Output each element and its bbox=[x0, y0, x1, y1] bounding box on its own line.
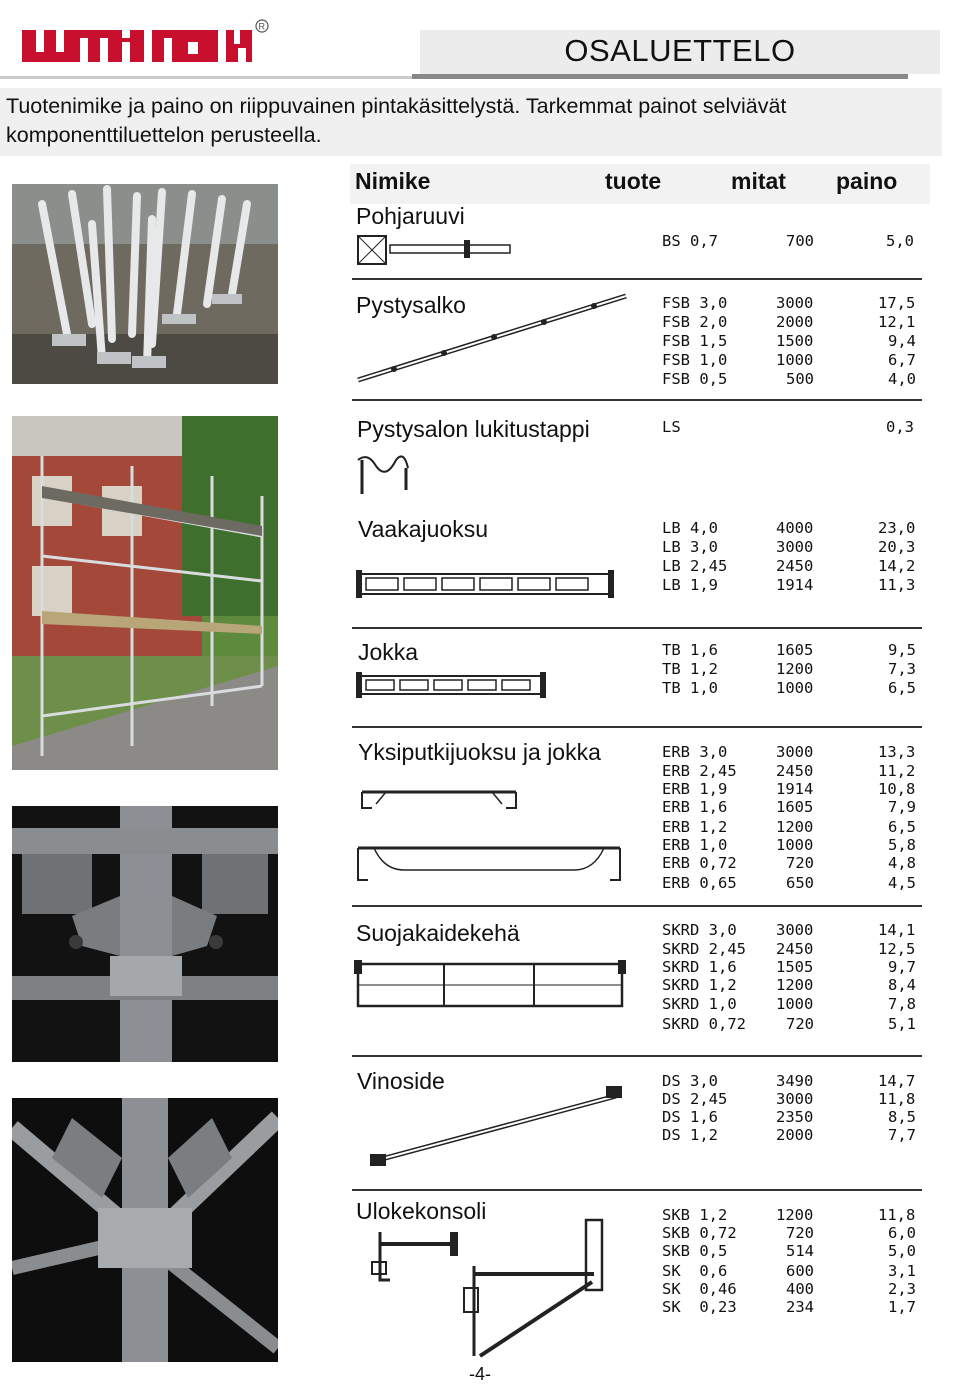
product-code: SKRD 2,45 bbox=[662, 940, 746, 958]
small-bracket-sketch bbox=[366, 1222, 462, 1286]
dimension-value: 600 bbox=[786, 1262, 814, 1280]
transom-sketch bbox=[356, 672, 546, 698]
section-name: Vinoside bbox=[357, 1068, 445, 1094]
weight-value: 5,0 bbox=[888, 1242, 916, 1260]
weight-value: 13,3 bbox=[878, 743, 916, 761]
weight-value: 8,5 bbox=[888, 1108, 916, 1126]
intro-text: Tuotenimike ja paino on riippuvainen pintakäsittelystä. Tarkemmat painot selviävät komponenttiluettelon perusteella. bbox=[6, 94, 787, 147]
product-code: TB 1,2 bbox=[662, 660, 718, 678]
product-code: FSB 2,0 bbox=[662, 313, 728, 331]
weight-value: 14,7 bbox=[878, 1072, 916, 1090]
product-code: ERB 1,9 bbox=[662, 780, 728, 798]
weight-value: 20,3 bbox=[878, 538, 916, 556]
weight-value: 11,8 bbox=[878, 1206, 916, 1224]
weight-value: 2,3 bbox=[888, 1280, 916, 1298]
section-divider bbox=[352, 399, 922, 401]
dimension-value: 1200 bbox=[776, 660, 814, 678]
weight-value: 8,4 bbox=[888, 976, 916, 994]
dimension-value: 514 bbox=[786, 1242, 814, 1260]
weight-value: 17,5 bbox=[878, 294, 916, 312]
product-code: SK 0,23 bbox=[662, 1298, 737, 1316]
product-code: FSB 1,5 bbox=[662, 332, 728, 350]
dimension-value: 1000 bbox=[776, 351, 814, 369]
standard-sketch bbox=[354, 292, 630, 386]
weight-value: 11,8 bbox=[878, 1090, 916, 1108]
weight-value: 4,5 bbox=[888, 874, 916, 892]
page-number: -4- bbox=[469, 1364, 491, 1384]
product-code: FSB 3,0 bbox=[662, 294, 728, 312]
dimension-value: 650 bbox=[786, 874, 814, 892]
product-code: SKRD 0,72 bbox=[662, 1015, 746, 1033]
col-header-product: tuote bbox=[605, 168, 662, 194]
weight-value: 0,3 bbox=[886, 418, 914, 436]
product-code: SK 0,6 bbox=[662, 1262, 728, 1280]
section-divider bbox=[352, 726, 922, 728]
product-code: SKRD 3,0 bbox=[662, 921, 737, 939]
dimension-value: 2000 bbox=[776, 1126, 814, 1144]
weight-value: 5,0 bbox=[886, 232, 914, 250]
product-code: SKB 0,5 bbox=[662, 1242, 728, 1260]
weight-value: 6,5 bbox=[888, 818, 916, 836]
weight-value: 11,2 bbox=[878, 762, 916, 780]
dimension-value: 3490 bbox=[776, 1072, 814, 1090]
dimension-value: 400 bbox=[786, 1280, 814, 1298]
dimension-value: 700 bbox=[786, 232, 814, 250]
product-code: LS bbox=[662, 418, 681, 436]
dimension-value: 3000 bbox=[776, 743, 814, 761]
product-code: DS 1,2 bbox=[662, 1126, 718, 1144]
product-code: SKRD 1,6 bbox=[662, 958, 737, 976]
product-code: ERB 1,0 bbox=[662, 836, 728, 854]
dimension-value: 1914 bbox=[776, 576, 814, 594]
product-code: SKB 0,72 bbox=[662, 1224, 737, 1242]
weight-value: 9,5 bbox=[888, 641, 916, 659]
product-code: DS 3,0 bbox=[662, 1072, 718, 1090]
dimension-value: 1000 bbox=[776, 836, 814, 854]
dimension-value: 234 bbox=[786, 1298, 814, 1316]
weight-value: 4,0 bbox=[888, 370, 916, 388]
diagonal-brace-sketch bbox=[366, 1080, 628, 1172]
dimension-value: 720 bbox=[786, 1224, 814, 1242]
product-code: FSB 0,5 bbox=[662, 370, 728, 388]
large-bracket-sketch bbox=[460, 1216, 610, 1362]
weight-value: 1,7 bbox=[888, 1298, 916, 1316]
weight-value: 5,1 bbox=[888, 1015, 916, 1033]
dimension-value: 1000 bbox=[776, 995, 814, 1013]
section-divider bbox=[352, 627, 922, 629]
section-divider bbox=[352, 278, 922, 280]
header-rule bbox=[412, 74, 908, 79]
weight-value: 5,8 bbox=[888, 836, 916, 854]
base-jack-sketch bbox=[356, 234, 512, 266]
section-name: Suojakaidekehä bbox=[356, 920, 520, 946]
header-rule-left bbox=[0, 76, 412, 79]
weight-value: 4,8 bbox=[888, 854, 916, 872]
dimension-value: 1500 bbox=[776, 332, 814, 350]
weight-value: 14,1 bbox=[878, 921, 916, 939]
dimension-value: 1200 bbox=[776, 976, 814, 994]
col-header-dimensions: mitat bbox=[731, 168, 786, 194]
product-code: ERB 3,0 bbox=[662, 743, 728, 761]
weight-value: 6,0 bbox=[888, 1224, 916, 1242]
scaffold-facade-photo bbox=[12, 416, 278, 770]
dimension-value: 3000 bbox=[776, 921, 814, 939]
dimension-value: 3000 bbox=[776, 294, 814, 312]
dimension-value: 2450 bbox=[776, 940, 814, 958]
product-code: FSB 1,0 bbox=[662, 351, 728, 369]
diagonal-connector-photo bbox=[12, 1098, 278, 1362]
section-name: Pystysalon lukitustappi bbox=[357, 416, 590, 442]
weight-value: 7,3 bbox=[888, 660, 916, 678]
product-code: ERB 2,45 bbox=[662, 762, 737, 780]
weight-value: 10,8 bbox=[878, 780, 916, 798]
page-title: OSALUETTELO bbox=[564, 33, 796, 68]
col-header-name: Nimike bbox=[355, 168, 431, 194]
dimension-value: 1914 bbox=[776, 780, 814, 798]
dimension-value: 2000 bbox=[776, 313, 814, 331]
product-code: DS 1,6 bbox=[662, 1108, 718, 1126]
product-code: ERB 1,6 bbox=[662, 798, 728, 816]
weight-value: 14,2 bbox=[878, 557, 916, 575]
product-code: TB 1,6 bbox=[662, 641, 718, 659]
product-code: LB 3,0 bbox=[662, 538, 718, 556]
dimension-value: 1605 bbox=[776, 641, 814, 659]
weight-value: 6,5 bbox=[888, 679, 916, 697]
dimension-value: 4000 bbox=[776, 519, 814, 537]
coupling-closeup-photo bbox=[12, 806, 278, 1062]
dimension-value: 500 bbox=[786, 370, 814, 388]
product-code: SK 0,46 bbox=[662, 1280, 737, 1298]
section-name: Pohjaruuvi bbox=[356, 203, 465, 229]
dimension-value: 720 bbox=[786, 1015, 814, 1033]
dimension-value: 1000 bbox=[776, 679, 814, 697]
product-code: TB 1,0 bbox=[662, 679, 718, 697]
section-name: Ulokekonsoli bbox=[356, 1198, 487, 1224]
section-name: Vaakajuoksu bbox=[358, 516, 488, 542]
product-code: ERB 0,72 bbox=[662, 854, 737, 872]
ledger-sketch bbox=[356, 570, 614, 598]
weight-value: 3,1 bbox=[888, 1262, 916, 1280]
unihak-logo bbox=[22, 14, 270, 70]
section-name: Jokka bbox=[358, 639, 419, 665]
weight-value: 23,0 bbox=[878, 519, 916, 537]
weight-value: 7,7 bbox=[888, 1126, 916, 1144]
col-header-weight: paino bbox=[836, 168, 898, 194]
product-code: LB 2,45 bbox=[662, 557, 728, 575]
dimension-value: 2450 bbox=[776, 762, 814, 780]
product-code: DS 2,45 bbox=[662, 1090, 728, 1108]
section-divider bbox=[352, 1055, 922, 1057]
dimension-value: 720 bbox=[786, 854, 814, 872]
locking-pin-sketch bbox=[356, 450, 414, 498]
product-code: SKRD 1,0 bbox=[662, 995, 737, 1013]
weight-value: 9,4 bbox=[888, 332, 916, 350]
guardrail-frame-sketch bbox=[354, 960, 626, 1010]
section-name: Yksiputkijuoksu ja jokka bbox=[358, 739, 601, 765]
dimension-value: 2450 bbox=[776, 557, 814, 575]
weight-value: 9,7 bbox=[888, 958, 916, 976]
dimension-value: 3000 bbox=[776, 538, 814, 556]
weight-value: 12,1 bbox=[878, 313, 916, 331]
weight-value: 7,9 bbox=[888, 798, 916, 816]
base-jacks-photo bbox=[12, 184, 278, 384]
section-divider bbox=[352, 905, 922, 907]
product-code: ERB 1,2 bbox=[662, 818, 728, 836]
section-divider bbox=[352, 1189, 922, 1191]
dimension-value: 1200 bbox=[776, 1206, 814, 1224]
product-code: LB 4,0 bbox=[662, 519, 718, 537]
product-code: ERB 0,65 bbox=[662, 874, 737, 892]
section-name: Pystysalko bbox=[356, 292, 466, 318]
single-tube-ledger-sketch bbox=[356, 782, 522, 814]
weight-value: 6,7 bbox=[888, 351, 916, 369]
product-code: SKB 1,2 bbox=[662, 1206, 728, 1224]
svg-text:R: R bbox=[258, 21, 265, 32]
weight-value: 7,8 bbox=[888, 995, 916, 1013]
product-code: LB 1,9 bbox=[662, 576, 718, 594]
product-code: BS 0,7 bbox=[662, 232, 718, 250]
dimension-value: 2350 bbox=[776, 1108, 814, 1126]
weight-value: 11,3 bbox=[878, 576, 916, 594]
product-code: SKRD 1,2 bbox=[662, 976, 737, 994]
dimension-value: 1605 bbox=[776, 798, 814, 816]
dimension-value: 1200 bbox=[776, 818, 814, 836]
weight-value: 12,5 bbox=[878, 940, 916, 958]
dimension-value: 3000 bbox=[776, 1090, 814, 1108]
single-tube-transom-sketch bbox=[354, 840, 624, 886]
dimension-value: 1505 bbox=[776, 958, 814, 976]
